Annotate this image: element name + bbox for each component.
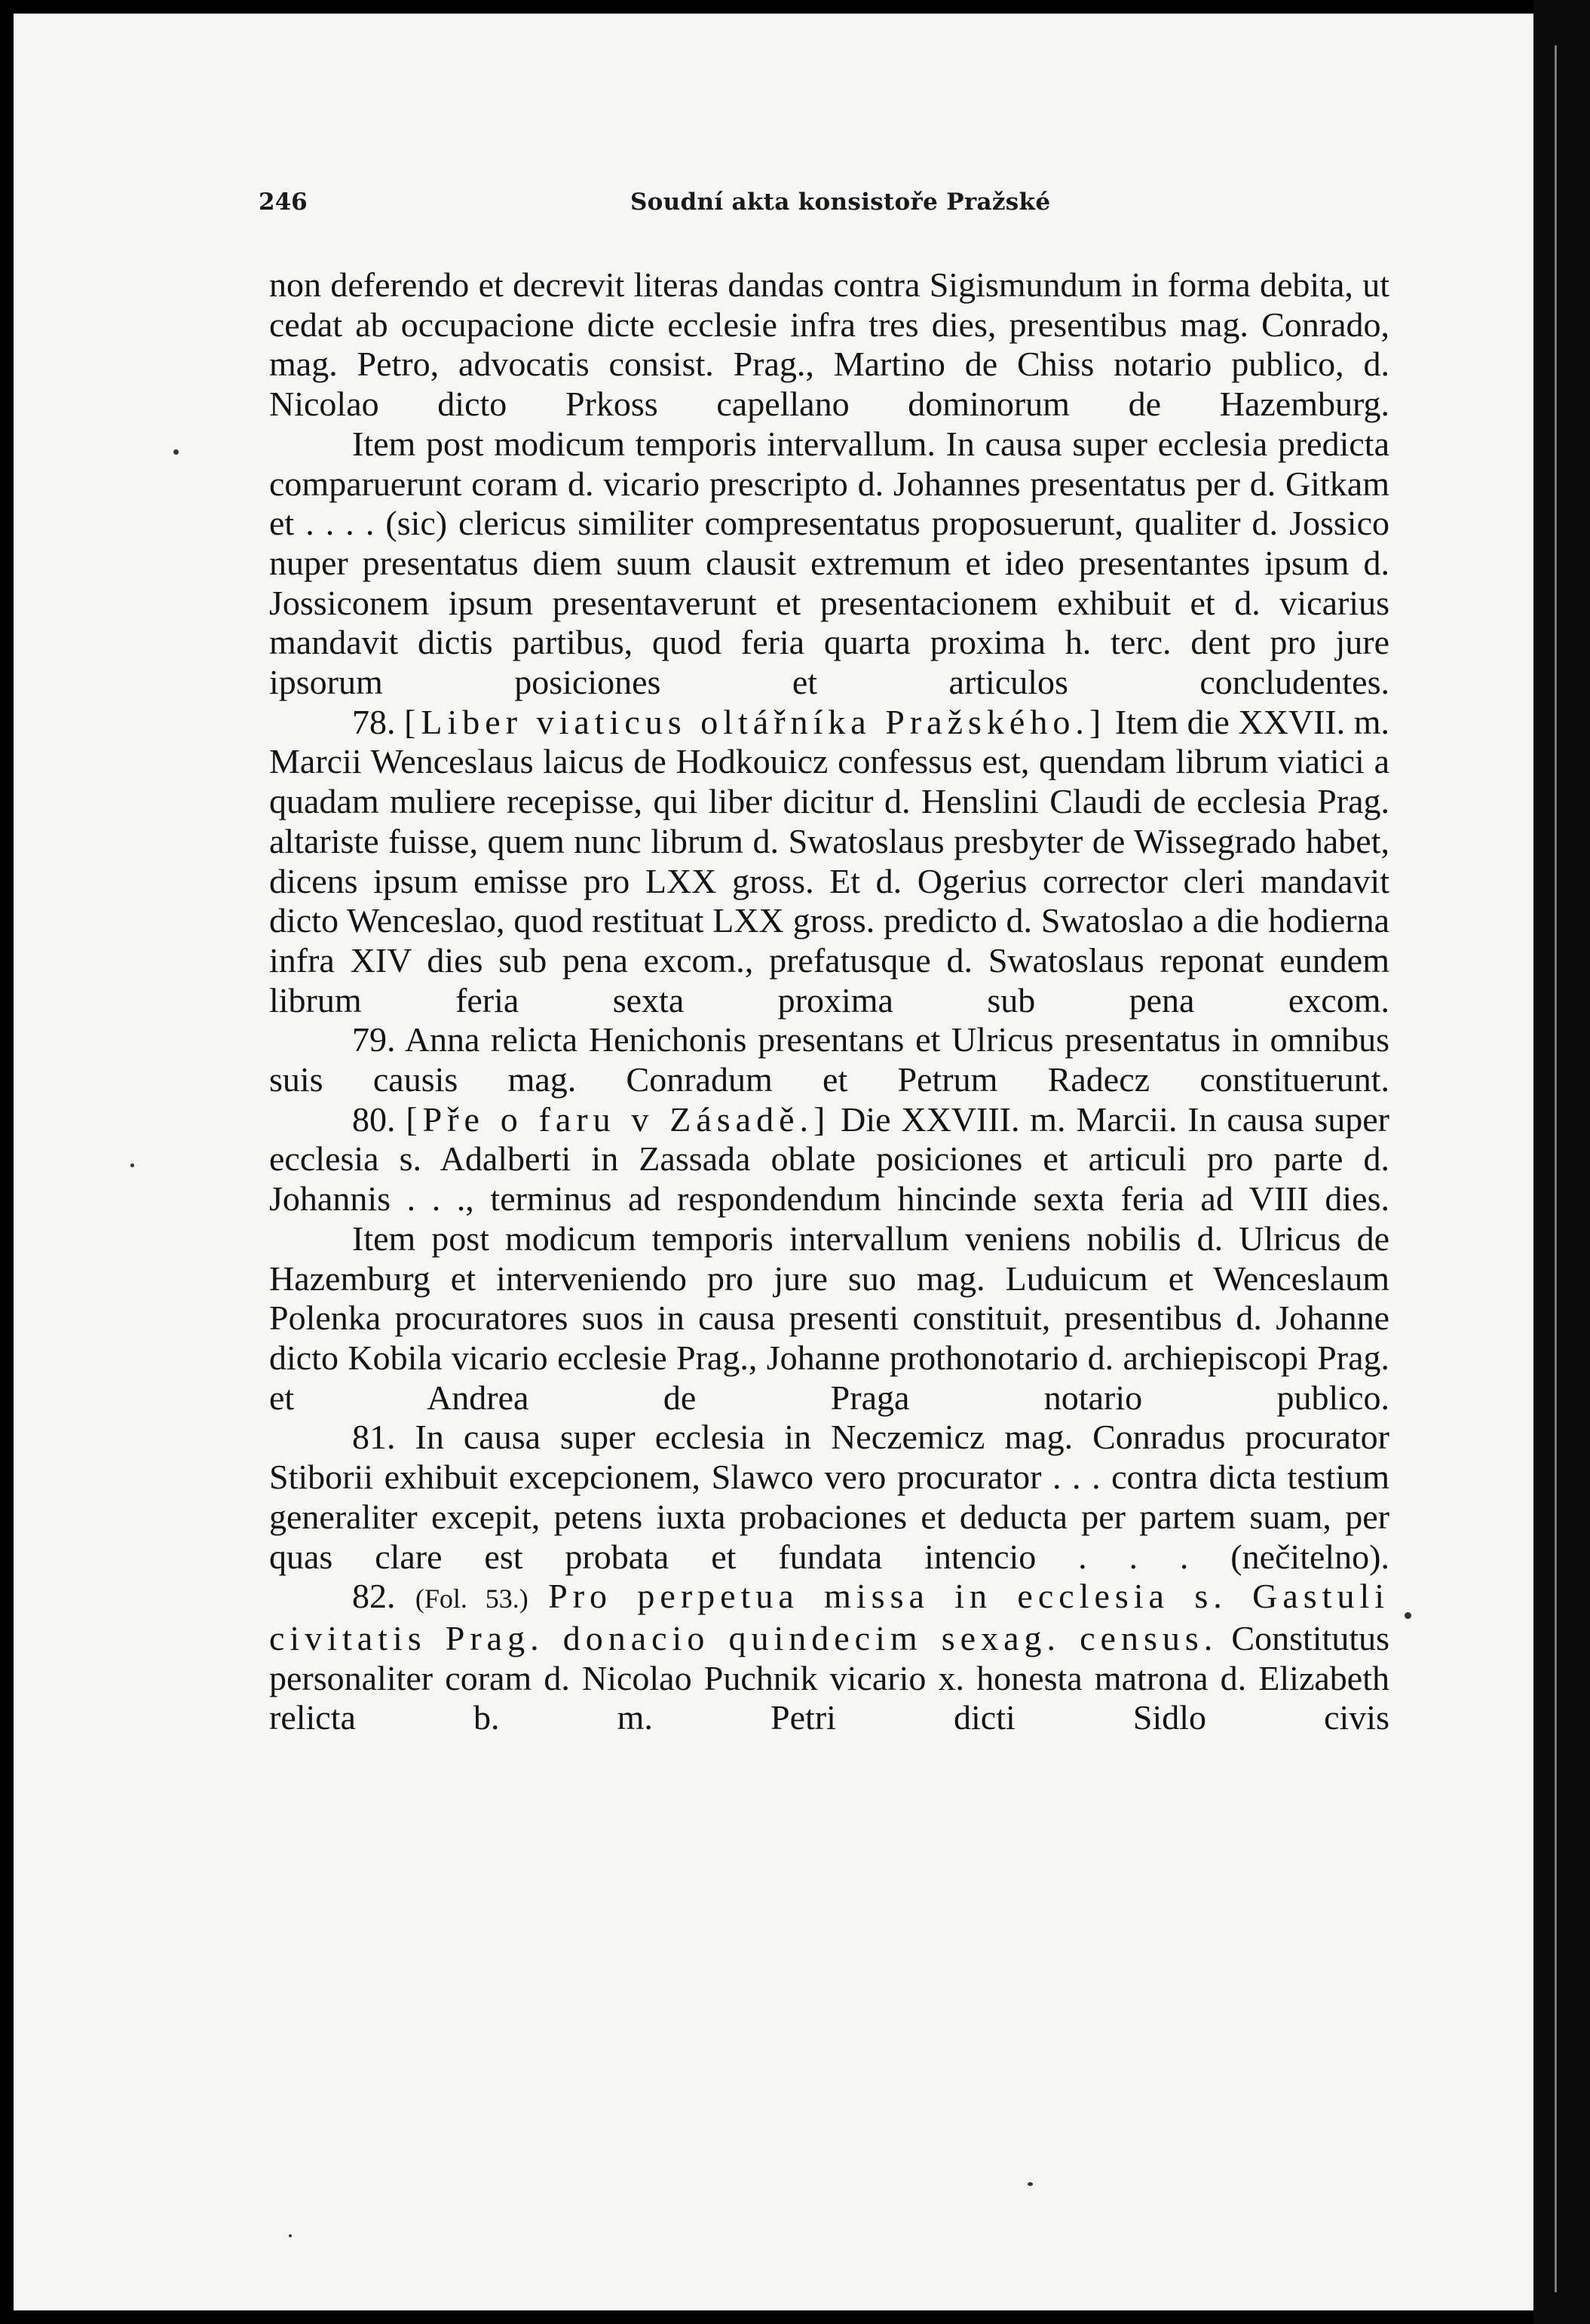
ink-speck xyxy=(289,2234,292,2237)
scan-border-right xyxy=(1533,0,1590,2324)
paragraph-text: non deferendo et decrevit literas dandas contra Sigismundum in forma debita, ut cedat ab occupacione dicte ecclesie infra tres dies, presentibus mag. Conrado, mag. Petro, advocatis consist. Prag., Martino de Chiss notario publico, d. Nicolao dicto Prkoss capellano dominorum de Hazemburg. xyxy=(269,265,1389,424)
entry-text: In causa super ecclesia in Neczemicz mag. Conradus procurator Stiborii exhibuit excepcionem, Slawco vero procurator . . . contra dicta testium generaliter excepit, petens iuxta probaciones et deducta per partem suam, per quas clare est probata et fundata intencio . . . (nečitelno). xyxy=(269,1418,1389,1576)
paragraph-text: Item post modicum temporis intervallum veniens nobilis d. Ulricus de Hazemburg et interveniendo pro jure suo mag. Luduicum et Wenceslaum Polenka procuratores suos in causa presenti constituit, presentibus d. Johanne dicto Kobila vicario ecclesie Prag., Johanne prothonotario d. archiepiscopi Prag. et Andrea de Praga notario publico. xyxy=(269,1219,1389,1417)
entry-78 xyxy=(269,703,1389,1021)
entry-81 xyxy=(269,1418,1389,1577)
page-header xyxy=(259,189,1389,234)
paragraph xyxy=(269,425,1389,703)
ink-speck xyxy=(1405,1612,1411,1619)
ink-speck xyxy=(130,1164,134,1167)
page-number: 246 xyxy=(259,189,308,216)
entry-82 xyxy=(269,1577,1389,1738)
ink-speck xyxy=(1028,2182,1033,2186)
entry-heading: Pro perpetua missa in ecclesia s. Gastuli civitatis Prag. donacio quindecim sexag. census. xyxy=(269,1577,1390,1657)
entry-number: 81. xyxy=(352,1418,396,1457)
entry-text: Anna relicta Henichonis presentans et Ulricus presentatus in omnibus suis causis mag. Conradum et Petrum Radecz constituerunt. xyxy=(269,1020,1389,1099)
entry-text: Item die XXVII. m. Marcii Wenceslaus laicus de Hodkouicz confessus est, quendam librum viatici a quadam muliere recepisse, qui liber dicitur d. Henslini Claudi de ecclesia Prag. altariste fuisse, quem nunc librum d. Swatoslaus presbyter de Wissegrado habet, dicens ipsum emisse pro LXX gross. Et d. Ogerius corrector cleri mandavit dicto Wenceslao, quod restituat LXX gross. predicto d. Swatoslao a die hodierna infra XIV dies sub pena excom., prefatusque d. Swatoslaus reponat eundem librum feria sexta proxima sub pena excom. xyxy=(269,702,1390,1019)
paragraph-continuation xyxy=(269,265,1389,425)
entry-number: 80. xyxy=(352,1099,396,1139)
folio-reference: (Fol. 53.) xyxy=(415,1584,528,1614)
entry-79 xyxy=(269,1020,1389,1099)
entry-text: Constitutus personaliter coram d. Nicolao Puchnik vicario x. honesta matrona d. Elizabeth relicta b. m. Petri dicti Sidlo civis xyxy=(269,1618,1390,1737)
entry-heading: [Pře o faru v Zásadě.] xyxy=(406,1099,831,1139)
running-title: Soudní akta konsistoře Pražské xyxy=(630,189,1051,216)
entry-number: 78. xyxy=(352,702,396,741)
entry-number: 82. xyxy=(352,1577,396,1616)
paragraph-text: Item post modicum temporis intervallum. In causa super ecclesia predicta comparuerunt coram d. vicario prescripto d. Johannes presentatus per d. Gitkam et . . . . (sic) clericus similiter compresentatus proposuerunt, qualiter d. Jossico nuper presentatus diem suum clausit extremum et ideo presentantes ipsum d. Jossiconem ipsum presentaverunt et presentacionem exhibuit et d. vicarius mandavit dictis partibus, quod feria quarta proxima h. terc. dent pro jure ipsorum posiciones et articulos concludentes. xyxy=(269,424,1389,702)
entry-80 xyxy=(269,1100,1389,1219)
ink-speck xyxy=(173,449,179,455)
scan-edge-line xyxy=(1555,45,1557,2292)
body-text xyxy=(269,265,1389,1738)
entry-number: 79. xyxy=(352,1020,396,1059)
entry-text: Die XXVIII. m. Marcii. In causa super ecclesia s. Adalberti in Zassada oblate posiciones et articuli pro parte d. Johannis . . ., terminus ad respondendum hincinde sexta feria ad VIII dies. xyxy=(269,1099,1390,1219)
paragraph xyxy=(269,1219,1389,1418)
entry-heading: [Liber viaticus oltářníka Pražského.] xyxy=(404,702,1107,741)
